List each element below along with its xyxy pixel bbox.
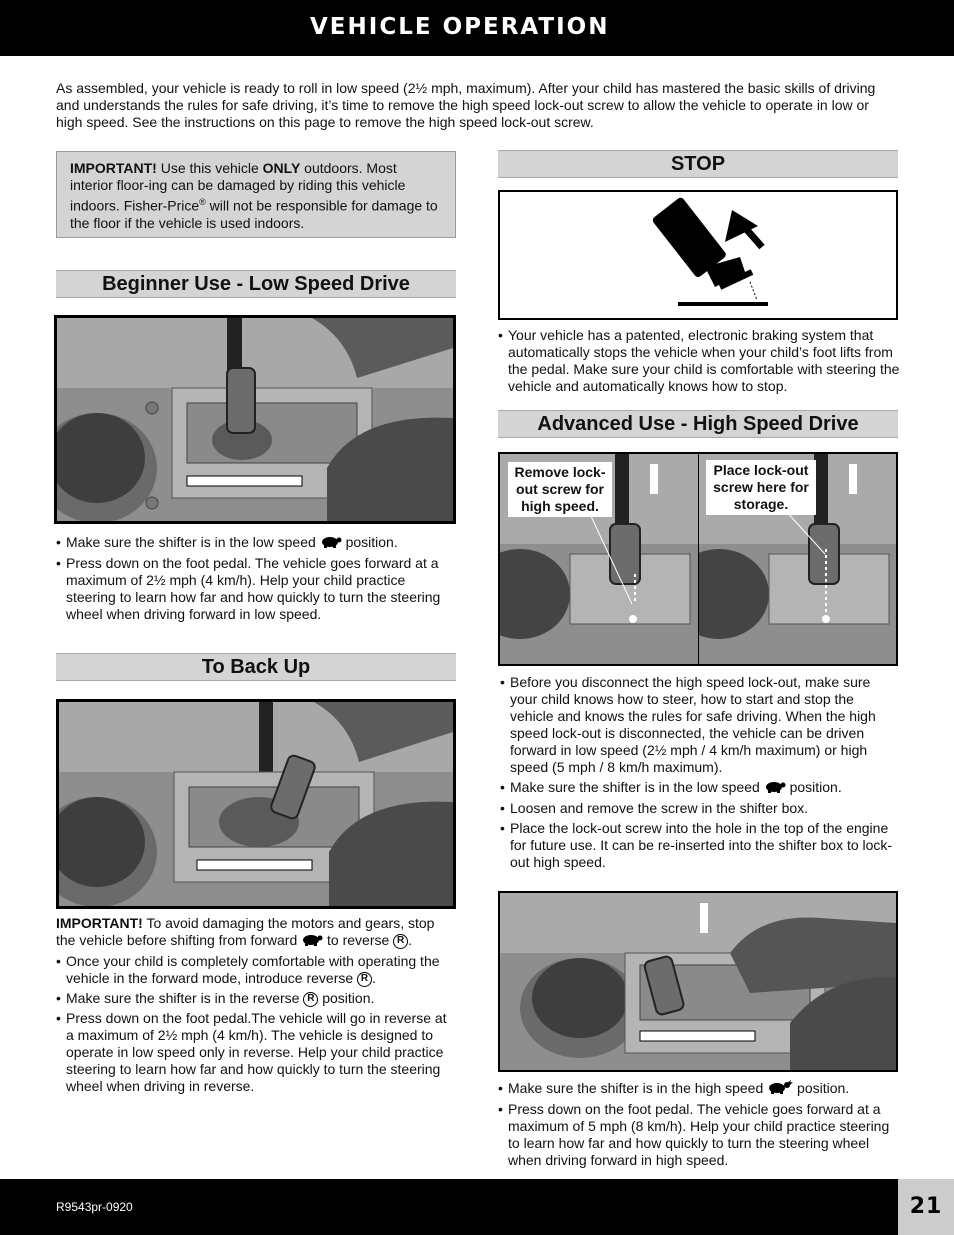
- page-title: VEHICLE OPERATION: [310, 14, 610, 40]
- backup-bullet-2b: position.: [322, 990, 375, 1006]
- list-item: • Loosen and remove the screw in the shifter box.: [500, 800, 896, 817]
- reverse-shifter-photo: [56, 699, 456, 909]
- beginner-bullet-1a: Make sure the shifter is in the low speed: [66, 534, 316, 550]
- backup-bullet-1a: Once your child is completely comfortable with operating the vehicle in the forward mode, introduce reverse: [66, 953, 440, 986]
- list-item: [56, 990, 456, 1007]
- backup-bullet-1-end: .: [372, 970, 376, 986]
- list-item: • Press down on the foot pedal. The vehicle goes forward at a maximum of 5 mph (8 km/h). Help your child practice steering to learn how far and how quickly to turn the steering wheel when driving forward in high speed.: [498, 1101, 904, 1169]
- list-item: [498, 1080, 904, 1098]
- list-item: [500, 779, 896, 797]
- advanced-bullet-5b: position.: [797, 1080, 850, 1096]
- reverse-r-icon: R: [357, 972, 372, 987]
- list-item: [56, 534, 456, 552]
- stop-diagram: [498, 190, 898, 320]
- backup-bullet-2a: Make sure the shifter is in the reverse: [66, 990, 300, 1006]
- beginner-bullet-list: [56, 534, 456, 626]
- list-item: • Before you disconnect the high speed lock-out, make sure your child knows how to steer, how to start and stop the vehicle and knows the rules for safe driving. When the high speed lock-out is disconnected, the vehicle can be driven forward in low speed (2½ mph / 4 km/h maximum) or high speed (5 mph / 8 km/h maximum).: [500, 674, 896, 776]
- brake-pedal-icon: [500, 192, 896, 318]
- advanced-section-header: [498, 410, 898, 438]
- rabbit-icon: [767, 1080, 793, 1098]
- advanced-title: Advanced Use - High Speed Drive: [537, 413, 859, 435]
- advanced-bullet-5a: Make sure the shifter is in the high speed: [508, 1080, 764, 1096]
- registered-mark: ®: [199, 197, 206, 207]
- list-item: • Press down on the foot pedal. The vehicle goes forward at a maximum of 2½ mph (4 km/h). Help your child practice steering to learn how far and how quickly to turn the steering wheel when driving forward in low speed.: [56, 555, 456, 623]
- list-item: • Your vehicle has a patented, electronic braking system that automatically stops the vehicle when your child’s foot lifts from the pedal. Make sure your child is comfortable with steering the vehicle and automatically knows how to stop.: [498, 327, 904, 395]
- backup-important-a: To avoid damaging the motors and gears, stop the vehicle before shifting from forward: [56, 915, 435, 948]
- stop-bullet-list: [498, 327, 904, 398]
- turtle-icon: [764, 780, 786, 797]
- backup-bullet-list: [56, 953, 456, 1098]
- backup-important-end: .: [408, 932, 413, 948]
- important-only: ONLY: [262, 160, 301, 176]
- reverse-r-icon: R: [303, 992, 318, 1007]
- backup-section-header: [56, 653, 456, 681]
- important-notice-box: [56, 151, 456, 238]
- turtle-icon: [320, 535, 342, 552]
- backup-title: To Back Up: [201, 656, 311, 678]
- advanced-bullet-2b: position.: [789, 779, 842, 795]
- reverse-r-icon: R: [393, 934, 408, 949]
- intro-paragraph: As assembled, your vehicle is ready to roll in low speed (2½ mph, maximum). After your child has mastered the basic skills of driving and understands the rules for safe driving, it’s time to remove the high speed lock-out screw to allow the vehicle to operate in low or high speed. See the instructions on this page to remove the high speed lock-out screw.: [56, 80, 876, 130]
- stop-section-header: [498, 150, 898, 178]
- page-footer: [0, 1179, 954, 1235]
- backup-important-b: to reverse: [327, 932, 390, 948]
- beginner-section-header: [56, 270, 456, 298]
- important-text-3: will not be responsible for damage to the floor if the vehicle is used indoors.: [70, 197, 438, 231]
- list-item: • Press down on the foot pedal.The vehicle will go in reverse at a maximum of 2½ mph (4 km/h). The vehicle is designed to operate in low speed only in reverse. Help your child practice steering to learn how far and how quickly to turn the steering wheel when driving in reverse.: [56, 1010, 456, 1095]
- list-item: • Place the lock-out screw into the hole in the top of the engine for future use. It can be re-inserted into the shifter box to lock-out high speed.: [500, 820, 896, 871]
- backup-important-label: IMPORTANT!: [56, 915, 143, 931]
- turtle-icon: [301, 933, 323, 950]
- important-label: IMPORTANT!: [70, 160, 157, 176]
- advanced-bullet-2a: Make sure the shifter is in the low speed: [510, 779, 760, 795]
- high-speed-bullet-list: [498, 1080, 904, 1172]
- backup-important-note: [56, 915, 456, 950]
- beginner-title: Beginner Use - Low Speed Drive: [102, 273, 410, 295]
- beginner-bullet-1b: position.: [345, 534, 398, 550]
- page-number-box: [898, 1179, 954, 1235]
- remove-screw-callout: Remove lock-out screw for high speed.: [508, 462, 612, 517]
- important-text-1: Use this vehicle: [156, 160, 263, 176]
- page-number: 21: [909, 1194, 943, 1219]
- important-text-2: outdoors. Most interior floor-ing can be damaged by riding this vehicle indoors. Fisher-Price: [70, 160, 406, 214]
- list-item: [56, 953, 456, 987]
- high-speed-shifter-photo: [498, 891, 898, 1072]
- advanced-bullet-list: [500, 674, 896, 874]
- store-screw-callout: Place lock-out screw here for storage.: [706, 460, 816, 515]
- document-code: R9543pr-0920: [56, 1200, 133, 1214]
- page-header: [0, 0, 954, 56]
- stop-title: STOP: [670, 153, 726, 175]
- beginner-shifter-photo: [54, 315, 456, 524]
